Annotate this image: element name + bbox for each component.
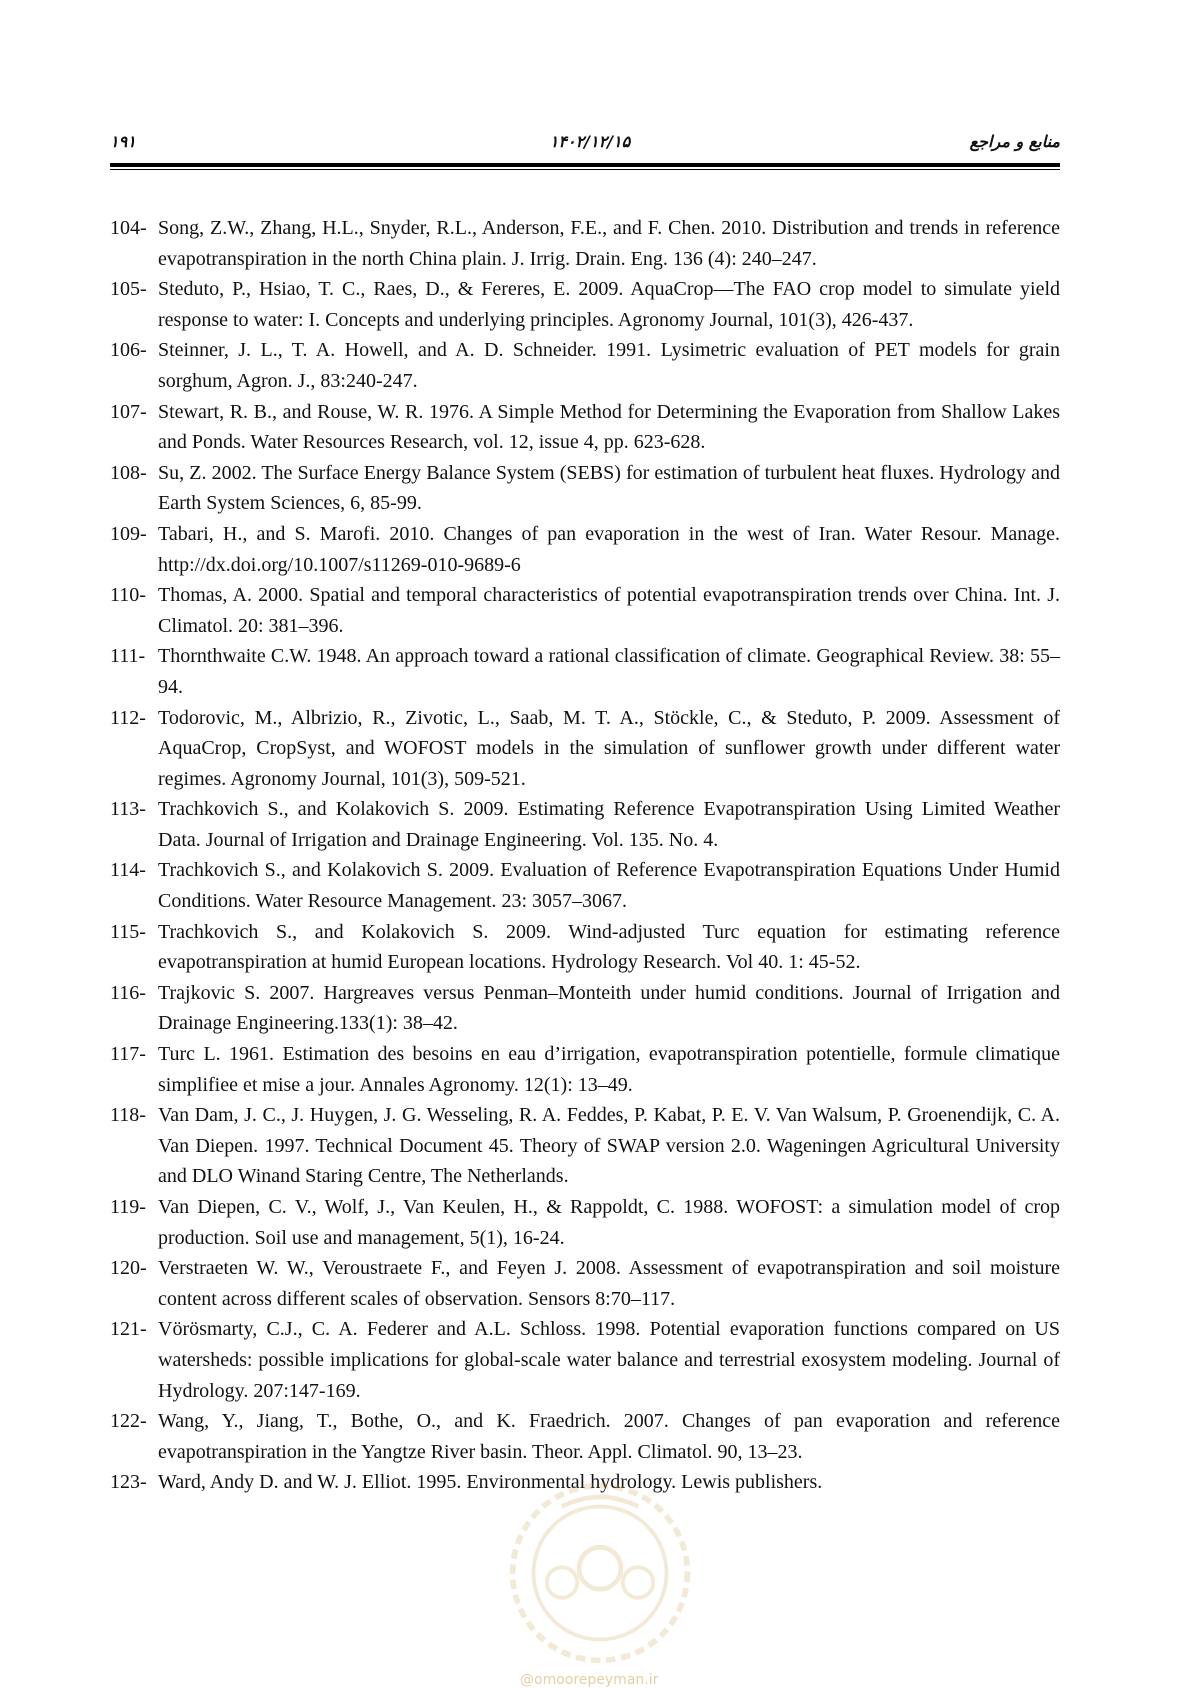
reference-number: 107-	[110, 400, 147, 423]
watermark-seal-icon	[505, 1478, 695, 1668]
reference-text: Steduto, P., Hsiao, T. C., Raes, D., & Fereres, E. 2009. AquaCrop—The FAO crop model to simulate yield response to water: I. Concepts and underlying principles. Agronomy Journal, 101(3), 426-437.	[158, 278, 1060, 331]
reference-item	[110, 855, 1060, 916]
reference-item	[110, 274, 1060, 335]
reference-item	[110, 641, 1060, 702]
reference-item	[110, 1192, 1060, 1253]
reference-text: Trajkovic S. 2007. Hargreaves versus Penman–Monteith under humid conditions. Journal of Irrigation and Drainage Engineering.133(1): 38–42.	[158, 981, 1060, 1035]
reference-item	[110, 1314, 1060, 1406]
reference-text: Song, Z.W., Zhang, H.L., Snyder, R.L., Anderson, F.E., and F. Chen. 2010. Distribution and trends in reference evapotranspiration in the north China plain. J. Irrig. Drain. Eng. 136 (4): 240–247.	[158, 217, 1060, 270]
reference-number: 115-	[110, 920, 146, 943]
reference-number: 116-	[110, 981, 146, 1004]
header-rule-thin	[110, 169, 1060, 170]
reference-text: Stewart, R. B., and Rouse, W. R. 1976. A Simple Method for Determining the Evaporation from Shallow Lakes and Ponds. Water Resources Research, vol. 12, issue 4, pp. 623-628.	[158, 400, 1060, 454]
reference-item	[110, 917, 1060, 978]
section-title: منابع و مراجع	[969, 132, 1060, 151]
header-date: ۱۴۰۲/۱۲/۱۵	[549, 132, 631, 151]
page-number: ۱۹۱	[110, 132, 136, 151]
reference-item	[110, 1406, 1060, 1467]
reference-number: 109-	[110, 522, 147, 545]
reference-item	[110, 580, 1060, 641]
reference-number: 106-	[110, 339, 147, 362]
reference-item	[110, 978, 1060, 1039]
reference-number: 105-	[110, 278, 147, 301]
reference-text: Van Dam, J. C., J. Huygen, J. G. Wesseling, R. A. Feddes, P. Kabat, P. E. V. Van Walsum, P. Groenendijk, C. A. Van Diepen. 1997. Technical Document 45. Theory of SWAP version 2.0. Wageningen Agricultural University and DLO Winand Staring Centre, The Netherlands.	[158, 1104, 1060, 1188]
reference-item	[110, 1253, 1060, 1314]
reference-number: 118-	[110, 1104, 146, 1127]
reference-number: 113-	[110, 798, 146, 821]
header-rule-thick	[110, 163, 1060, 167]
reference-list	[110, 213, 1060, 1498]
watermark-url: @omoorepeyman.ir	[520, 1672, 659, 1688]
reference-number: 123-	[110, 1471, 147, 1494]
reference-text: Ward, Andy D. and W. J. Elliot. 1995. Environmental hydrology. Lewis publishers.	[158, 1471, 823, 1494]
reference-text: Trachkovich S., and Kolakovich S. 2009. Estimating Reference Evapotranspiration Using Limited Weather Data. Journal of Irrigation and Drainage Engineering. Vol. 135. No. 4.	[158, 798, 1060, 851]
reference-text: Su, Z. 2002. The Surface Energy Balance System (SEBS) for estimation of turbulent heat fluxes. Hydrology and Earth System Sciences, 6, 85-99.	[158, 461, 1060, 515]
reference-text: Todorovic, M., Albrizio, R., Zivotic, L., Saab, M. T. A., Stöckle, C., & Steduto, P. 2009. Assessment of AquaCrop, CropSyst, and WOFOST models in the simulation of sunflower growth under different water regimes. Agronomy Journal, 101(3), 509-521.	[158, 706, 1060, 790]
reference-item	[110, 213, 1060, 274]
reference-item	[110, 519, 1060, 580]
reference-text: Turc L. 1961. Estimation des besoins en eau d’irrigation, evapotranspiration potentielle, formule climatique simplifiee et mise a jour. Annales Agronomy. 12(1): 13–49.	[158, 1043, 1060, 1096]
reference-number: 104-	[110, 217, 147, 239]
reference-number: 114-	[110, 859, 146, 882]
reference-item	[110, 1100, 1060, 1192]
reference-number: 112-	[110, 706, 146, 729]
reference-text: Verstraeten W. W., Veroustraete F., and Feyen J. 2008. Assessment of evapotranspiration and soil moisture content across different scales of observation. Sensors 8:70–117.	[158, 1257, 1060, 1310]
reference-number: 108-	[110, 461, 147, 484]
reference-text: Van Diepen, C. V., Wolf, J., Van Keulen, H., & Rappoldt, C. 1988. WOFOST: a simulation model of crop production. Soil use and management, 5(1), 16-24.	[158, 1196, 1060, 1249]
reference-number: 119-	[110, 1196, 146, 1218]
reference-number: 122-	[110, 1410, 147, 1433]
reference-text: Wang, Y., Jiang, T., Bothe, O., and K. Fraedrich. 2007. Changes of pan evaporation and reference evapotranspiration in the Yangtze River basin. Theor. Appl. Climatol. 90, 13–23.	[158, 1410, 1060, 1463]
reference-item	[110, 1039, 1060, 1100]
reference-item	[110, 397, 1060, 458]
reference-item	[110, 458, 1060, 519]
reference-text: Trachkovich S., and Kolakovich S. 2009. Evaluation of Reference Evapotranspiration Equations Under Humid Conditions. Water Resource Management. 23: 3057–3067.	[158, 859, 1060, 913]
reference-number: 110-	[110, 584, 146, 607]
page-header	[110, 132, 1060, 162]
reference-number: 120-	[110, 1257, 147, 1280]
reference-text: Thomas, A. 2000. Spatial and temporal characteristics of potential evapotranspiration trends over China. Int. J. Climatol. 20: 381–396.	[158, 584, 1060, 637]
reference-number: 121-	[110, 1318, 147, 1341]
reference-text: Thornthwaite C.W. 1948. An approach toward a rational classification of climate. Geographical Review. 38: 55–94.	[158, 645, 1060, 698]
reference-text: Steinner, J. L., T. A. Howell, and A. D. Schneider. 1991. Lysimetric evaluation of PET models for grain sorghum, Agron. J., 83:240-247.	[158, 339, 1060, 392]
reference-number: 111-	[110, 645, 146, 668]
reference-item	[110, 335, 1060, 396]
reference-item	[110, 703, 1060, 795]
reference-number: 117-	[110, 1043, 146, 1066]
reference-text: Trachkovich S., and Kolakovich S. 2009. Wind-adjusted Turc equation for estimating reference evapotranspiration at humid European locations. Hydrology Research. Vol 40. 1: 45-52.	[158, 920, 1060, 974]
reference-item	[110, 794, 1060, 855]
reference-text: Tabari, H., and S. Marofi. 2010. Changes of pan evaporation in the west of Iran. Water Resour. Manage. http://dx.doi.org/10.1007/s11269-010-9689-6	[158, 522, 1060, 576]
reference-text: Vörösmarty, C.J., C. A. Federer and A.L. Schloss. 1998. Potential evaporation functions compared on US watersheds: possible implications for global-scale water balance and terrestrial exosystem modeling. Journal of Hydrology. 207:147-169.	[158, 1318, 1060, 1402]
